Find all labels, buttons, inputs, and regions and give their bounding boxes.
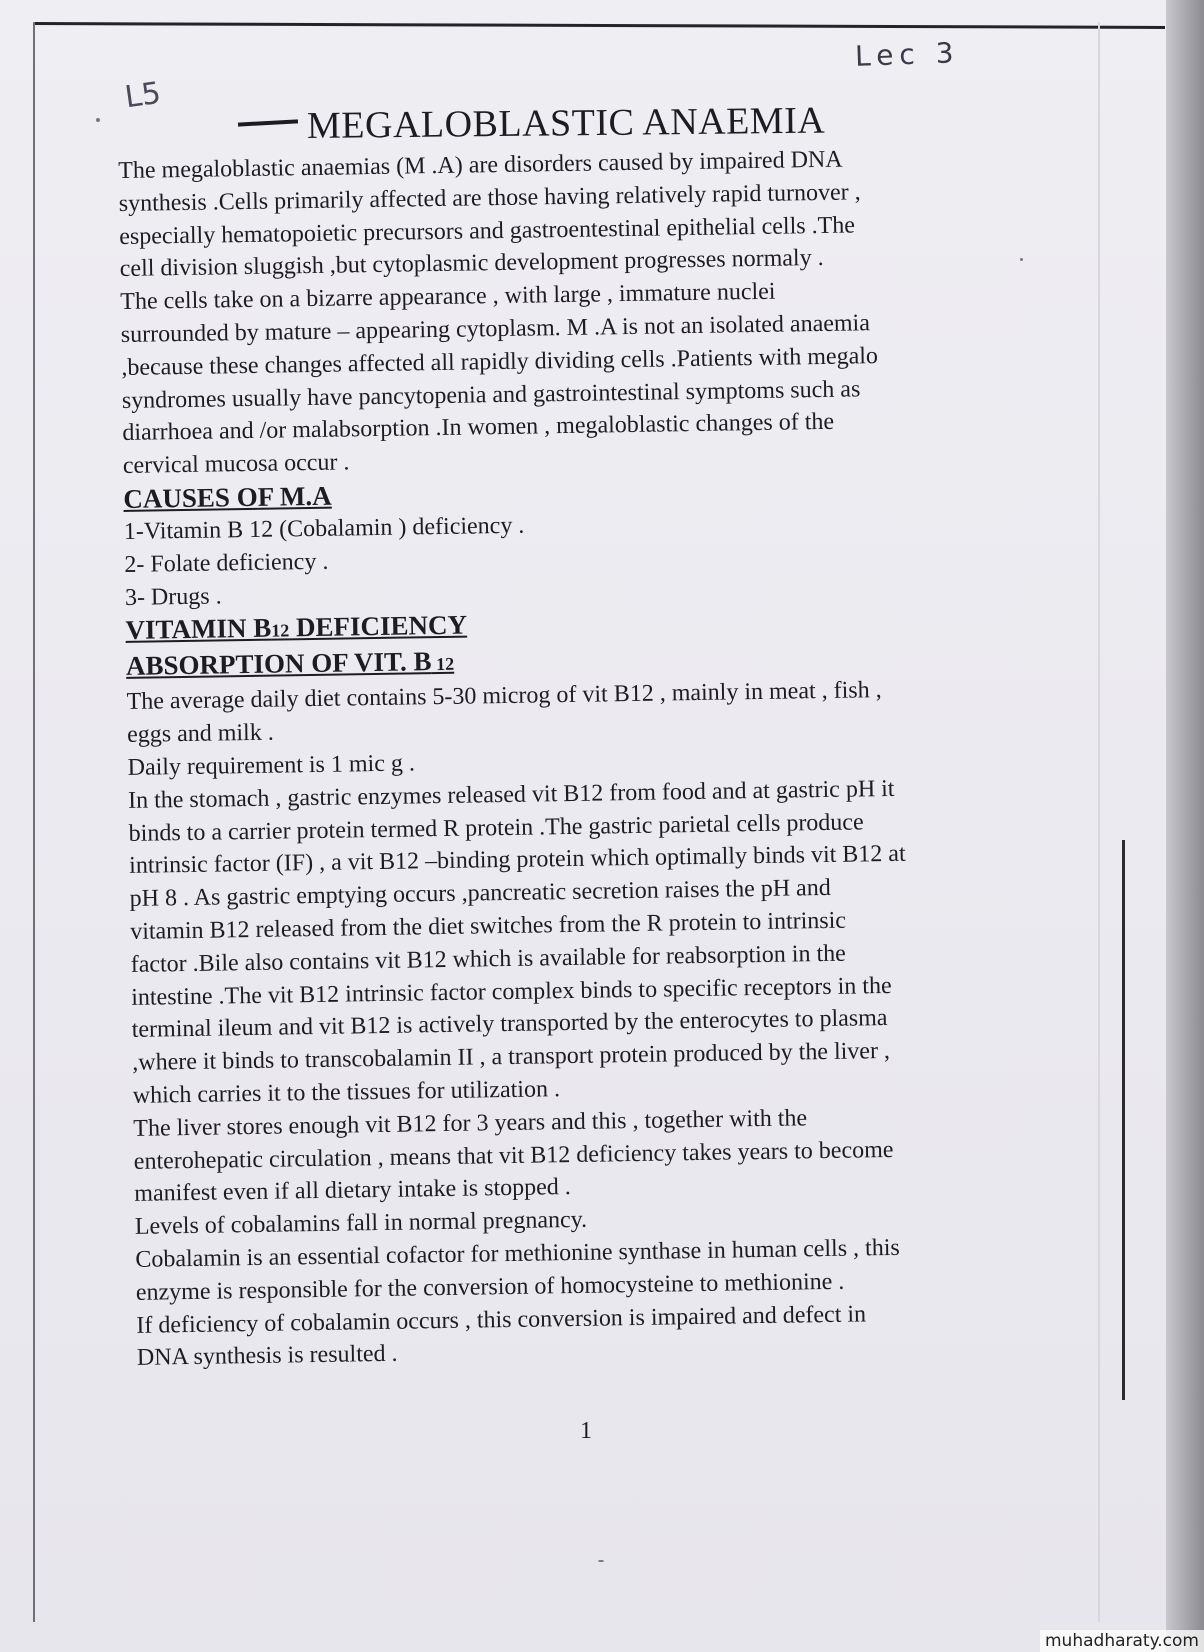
- text-line: cell division sluggish ,but cytoplasmic development progresses normaly .: [119, 245, 824, 283]
- causes-heading: CAUSES OF M.A: [123, 480, 332, 514]
- text-line: especially hematopoietic precursors and gastroentestinal epithelial cells .The: [119, 212, 856, 250]
- handwritten-lecture-label: Lec 3: [854, 36, 960, 73]
- text-line: 1-Vitamin B 12 (Cobalamin ) deficiency .: [123, 512, 525, 545]
- text-line: factor .Bile also contains vit B12 which is available for reabsorption in the: [130, 940, 846, 978]
- text-line: cervical mucosa occur .: [122, 449, 350, 480]
- text-line: vitamin B12 released from the diet switches from the R protein to intrinsic: [129, 907, 847, 945]
- text-line: The average daily diet contains 5-30 microg of vit B12 , mainly in meat , fish ,: [126, 677, 882, 716]
- vitamin-heading-rest: DEFICIENCY: [288, 609, 468, 643]
- right-border-line: [1122, 840, 1125, 1400]
- text-line: manifest even if all dietary intake is stopped .: [134, 1174, 572, 1208]
- text-line: eggs and milk .: [126, 719, 274, 749]
- site-watermark: muhadharaty.com: [1040, 1630, 1204, 1652]
- text-line: DNA synthesis is resulted .: [136, 1341, 398, 1372]
- handwritten-code: L5: [122, 75, 164, 116]
- right-faint-line: [1098, 22, 1100, 1622]
- text-line: binds to a carrier protein termed R protein .The gastric parietal cells produce: [128, 808, 864, 847]
- text-line: Levels of cobalamins fall in normal pregnancy.: [134, 1206, 588, 1240]
- document-body: [118, 140, 1077, 1375]
- absorption-heading-sub: 12: [431, 654, 455, 675]
- text-line: ,where it binds to transcobalamin II , a transport protein produced by the liver ,: [132, 1038, 891, 1077]
- text-line: synthesis .Cells primarily affected are those having relatively rapid turnover ,: [118, 179, 861, 217]
- text-line: enzyme is responsible for the conversion of homocysteine to methionine .: [135, 1268, 845, 1306]
- absorption-paragraph: [126, 672, 1077, 1375]
- left-border-line: [33, 22, 35, 1622]
- top-border-line: [33, 22, 1165, 29]
- intro-paragraph: [118, 140, 1063, 483]
- text-line: Daily requirement is 1 mic g .: [127, 750, 416, 781]
- scan-speck: [598, 1560, 604, 1562]
- causes-list: [124, 501, 1065, 614]
- text-line: which carries it to the tissues for utilization .: [132, 1076, 561, 1109]
- text-line: surrounded by mature – appearing cytoplasm. M .A is not an isolated anaemia: [120, 310, 871, 348]
- text-line: 2- Folate deficiency .: [124, 548, 329, 578]
- vitamin-heading-sub: 12: [271, 620, 290, 642]
- text-line: In the stomach , gastric enzymes released vit B12 from food and at gastric pH it: [127, 775, 895, 814]
- text-line: enterohepatic circulation , means that vit B12 deficiency takes years to become: [133, 1136, 894, 1175]
- text-line: The megaloblastic anaemias (M .A) are disorders caused by impaired DNA: [118, 146, 843, 184]
- text-line: Cobalamin is an essential cofactor for methionine synthase in human cells , this: [135, 1234, 900, 1273]
- text-line: The liver stores enough vit B12 for 3 years and this , together with the: [133, 1105, 808, 1142]
- scan-speck: [1020, 258, 1023, 261]
- vitamin-heading-main: VITAMIN B: [125, 613, 272, 646]
- text-line: intestine .The vit B12 intrinsic factor complex binds to specific receptors in the: [131, 972, 892, 1011]
- page-number: 1: [580, 1418, 592, 1444]
- text-line: syndromes usually have pancytopenia and gastrointestinal symptoms such as: [121, 375, 861, 414]
- text-line: ,because these changes affected all rapidly dividing cells .Patients with megalo: [121, 342, 879, 381]
- text-line: intrinsic factor (IF) , a vit B12 –binding protein which optimally binds vit B12 at: [128, 841, 906, 880]
- text-line: 3- Drugs .: [124, 582, 222, 611]
- text-line: diarrhoea and /or malabsorption .In women , megaloblastic changes of the: [122, 409, 835, 447]
- text-line: pH 8 . As gastric emptying occurs ,pancreatic secretion raises the pH and: [129, 875, 831, 913]
- scan-edge-shadow: [1166, 0, 1204, 1652]
- text-line: If deficiency of cobalamin occurs , this conversion is impaired and defect in: [136, 1300, 867, 1339]
- scan-speck: [96, 118, 100, 122]
- handwritten-dash: [238, 119, 298, 126]
- text-line: The cells take on a bizarre appearance , with large , immature nuclei: [120, 278, 776, 316]
- absorption-heading-main: ABSORPTION OF VIT. B: [125, 646, 432, 682]
- text-line: terminal ileum and vit B12 is actively transported by the enterocytes to plasma: [131, 1005, 888, 1044]
- page-title: MEGALOBLASTIC ANAEMIA: [306, 99, 826, 147]
